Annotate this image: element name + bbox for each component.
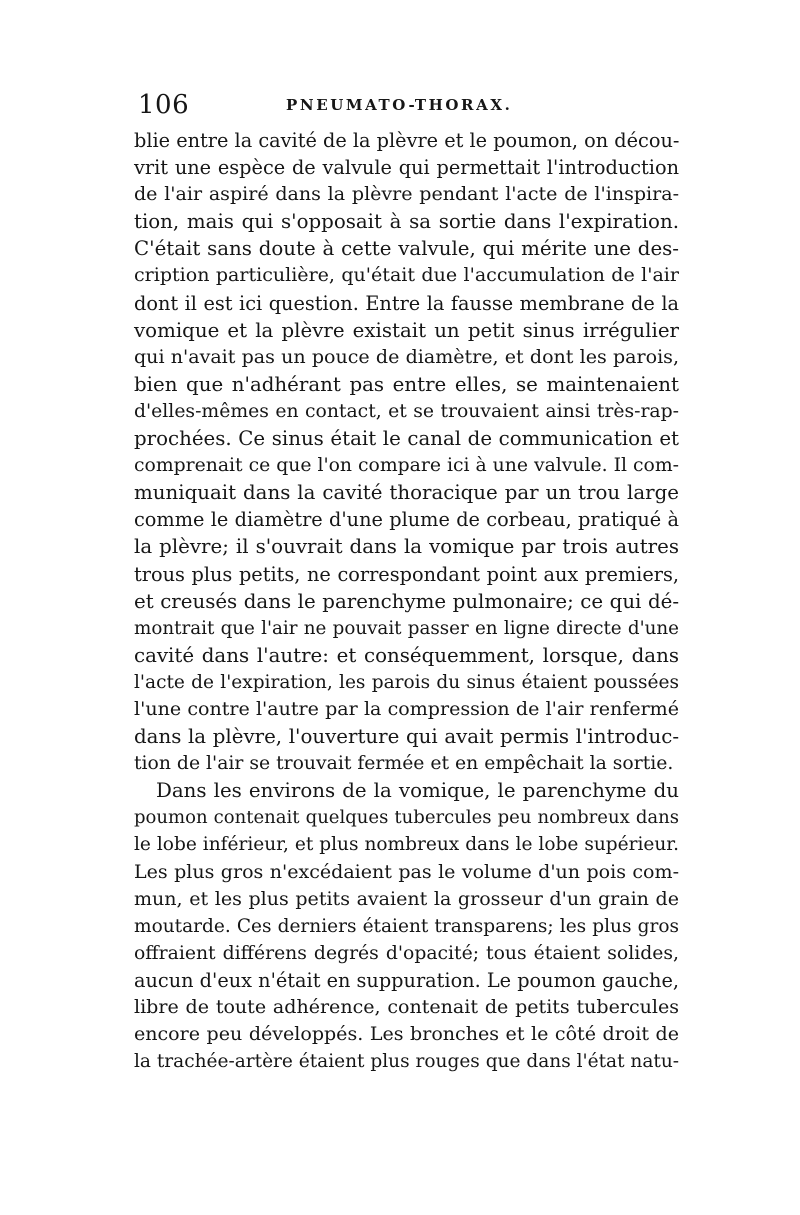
text-line: dans la plèvre, l'ouverture qui avait permis l'introduc- [134, 725, 679, 749]
text-line: poumon contenait quelques tubercules peu nombreux dans [134, 807, 679, 829]
text-line: trous plus petits, ne correspondant point aux premiers, [134, 562, 679, 586]
text-line: cription particulière, qu'était due l'accumulation de l'air [134, 264, 679, 287]
text-line: Les plus gros n'excédaient pas le volume d'un pois com- [134, 860, 679, 883]
text-line: la plèvre; il s'ouvrait dans la vomique par trois autres [134, 535, 679, 559]
text-line: l'acte de l'expiration, les parois du sinus étaient poussées [134, 671, 679, 693]
text-line: dont il est ici question. Entre la fausse membrane de la [134, 291, 679, 315]
text-line: vrit une espèce de valvule qui permettait l'introduction [134, 156, 679, 180]
text-line: moutarde. Ces derniers étaient transparens; les plus gros [134, 915, 679, 937]
text-line: et creusés dans le parenchyme pulmonaire; ce qui dé- [134, 589, 679, 613]
text-line: le lobe inférieur, et plus nombreux dans le lobe supérieur. [134, 834, 679, 856]
text-line: tion, mais qui s'opposait à sa sortie dans l'expiration. [134, 210, 679, 234]
text-line: vomique et la plèvre existait un petit sinus irrégulier [134, 318, 679, 342]
text-line: mun, et les plus petits avaient la grosseur d'un grain de [134, 887, 679, 910]
text-line: de l'air aspiré dans la plèvre pendant l'acte de l'inspira- [134, 183, 679, 206]
text-line: encore peu développés. Les bronches et le côté droit de [134, 1023, 679, 1046]
text-line: blie entre la cavité de la plèvre et le poumon, on décou- [134, 129, 680, 152]
running-head: PNEUMATO-THORAX. [286, 96, 513, 114]
page-header [138, 90, 668, 124]
text-line: prochées. Ce sinus était le canal de communication et [134, 427, 679, 451]
page-number: 106 [138, 90, 190, 120]
text-line: la trachée-artère étaient plus rouges que dans l'état natu- [134, 1051, 680, 1073]
text-line: Dans les environs de la vomique, le parenchyme du [156, 779, 679, 803]
text-line: comprenait ce que l'on compare ici à une valvule. Il com- [134, 455, 679, 477]
text-line: C'était sans doute à cette valvule, qui mérite une des- [134, 237, 679, 261]
text-line: libre de toute adhérence, contenait de petits tubercules [134, 996, 679, 1018]
text-line: tion de l'air se trouvait fermée et en empêchait la sortie. [134, 753, 674, 775]
text-line: d'elles-mêmes en contact, et se trouvaient ainsi très-rap- [134, 400, 679, 422]
text-line: aucun d'eux n'était en suppuration. Le poumon gauche, [134, 968, 680, 992]
text-line: qui n'avait pas un pouce de diamètre, et dont les parois, [134, 345, 679, 368]
text-line: comme le diamètre d'une plume de corbeau, pratiqué à [134, 508, 679, 532]
text-line: bien que n'adhérant pas entre elles, se maintenaient [134, 372, 679, 396]
text-line: offraient différens degrés d'opacité; tous étaient solides, [134, 942, 679, 964]
text-line: muniquait dans la cavité thoracique par un trou large [134, 481, 679, 505]
body-text [134, 127, 679, 1075]
text-line: montrait que l'air ne pouvait passer en ligne directe d'une [134, 617, 679, 639]
text-line: l'une contre l'autre par la compression de l'air renfermé [134, 697, 679, 720]
text-line: cavité dans l'autre: et conséquemment, lorsque, dans [134, 643, 679, 667]
